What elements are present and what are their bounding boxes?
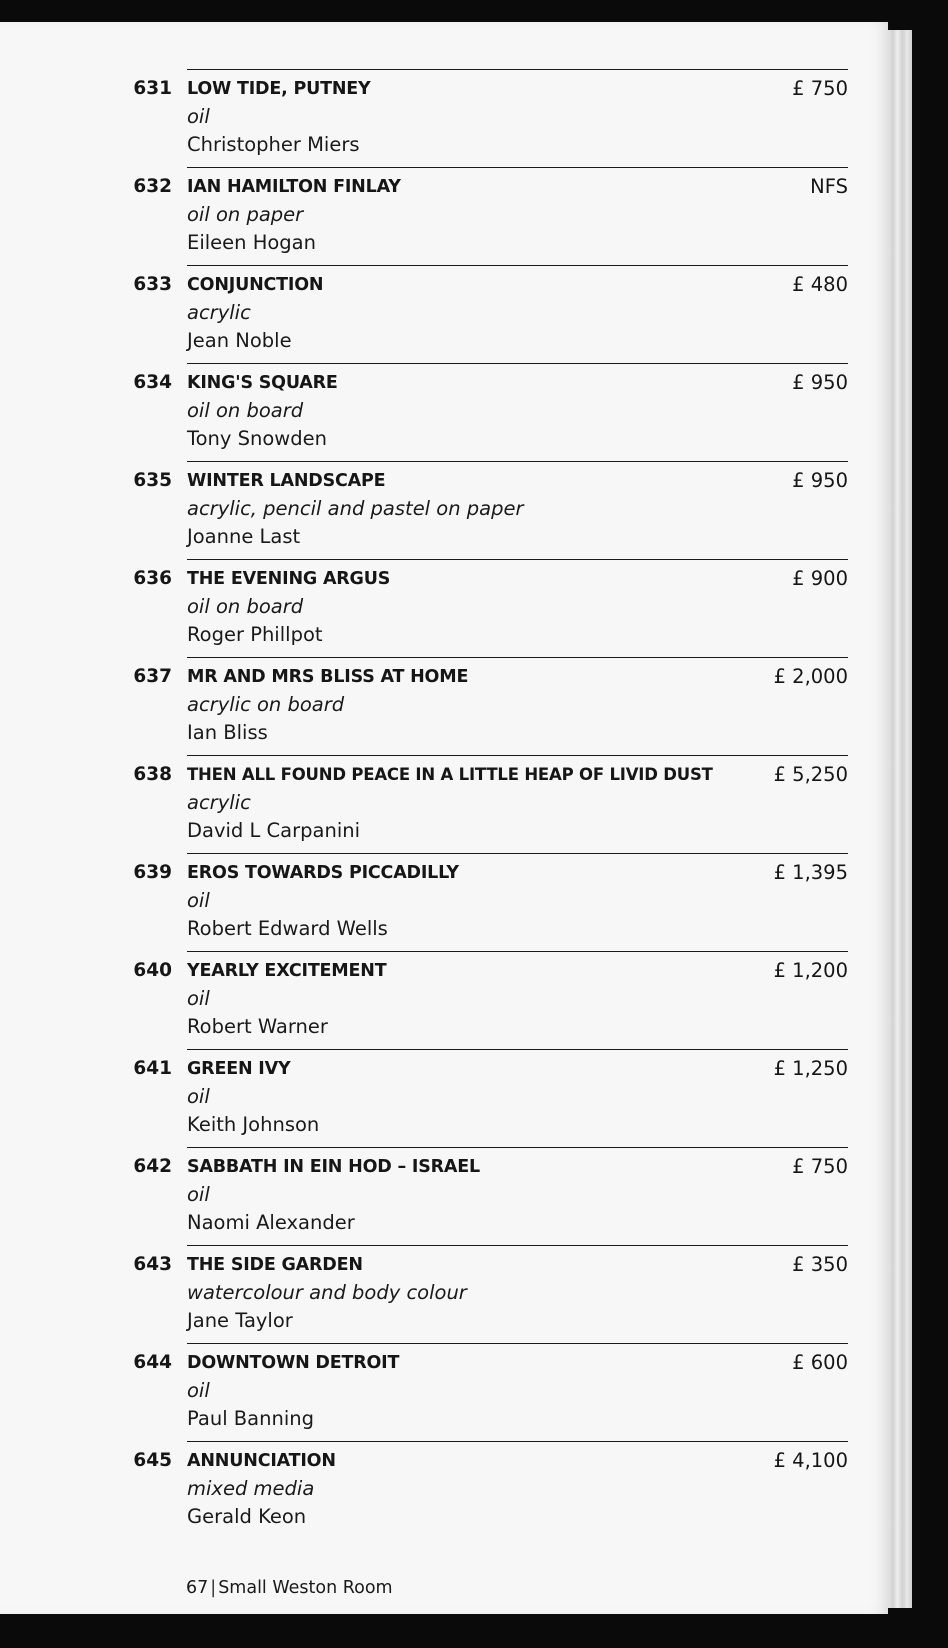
entry-medium: oil on board <box>187 595 304 618</box>
entry-divider <box>187 1441 848 1442</box>
entry-price: NFS <box>810 175 848 198</box>
entry-artist: Jean Noble <box>187 329 292 352</box>
page-footer <box>186 1576 393 1600</box>
page-edge <box>888 30 912 1608</box>
entry-medium: oil <box>187 105 210 128</box>
entry-medium: acrylic <box>187 301 251 324</box>
entry-title: THE SIDE GARDEN <box>187 1255 363 1275</box>
entry-artist: Gerald Keon <box>187 1505 307 1528</box>
entry-price: £ 750 <box>792 1155 848 1178</box>
entry-artist: Ian Bliss <box>187 721 268 744</box>
footer-separator: | <box>210 1578 217 1598</box>
entry-number: 635 <box>133 470 172 491</box>
entry-divider <box>187 1343 848 1344</box>
entry-number: 632 <box>133 176 172 197</box>
entry-divider <box>187 951 848 952</box>
entry-title: GREEN IVY <box>187 1059 291 1079</box>
entry-number: 644 <box>133 1352 172 1373</box>
entry-title: THEN ALL FOUND PEACE IN A LITTLE HEAP OF LIVID DUST <box>187 765 713 784</box>
entry-medium: oil <box>187 1183 210 1206</box>
entry-number: 643 <box>133 1254 172 1275</box>
entry-title: WINTER LANDSCAPE <box>187 471 386 491</box>
entry-divider <box>187 853 848 854</box>
entry-divider <box>187 755 848 756</box>
entry-artist: Keith Johnson <box>187 1113 320 1136</box>
entry-price: £ 1,250 <box>773 1057 848 1080</box>
catalogue-entry <box>0 755 888 853</box>
entry-divider <box>187 167 848 168</box>
entry-title: IAN HAMILTON FINLAY <box>187 177 401 197</box>
catalogue-entry <box>0 1245 888 1343</box>
entry-title: EROS TOWARDS PICCADILLY <box>187 863 459 883</box>
entry-medium: oil on paper <box>187 203 304 226</box>
entry-price: £ 1,200 <box>773 959 848 982</box>
entry-number: 645 <box>133 1450 172 1471</box>
entry-title: THE EVENING ARGUS <box>187 569 391 589</box>
entry-artist: Joanne Last <box>187 525 301 548</box>
entry-artist: Robert Edward Wells <box>187 917 388 940</box>
entry-medium: watercolour and body colour <box>187 1281 467 1304</box>
entry-artist: Christopher Miers <box>187 133 360 156</box>
catalogue-entry <box>0 461 888 559</box>
entry-number: 642 <box>133 1156 172 1177</box>
catalogue-entry <box>0 69 888 167</box>
catalogue-entry <box>0 853 888 951</box>
entry-price: £ 1,395 <box>773 861 848 884</box>
entry-title: CONJUNCTION <box>187 275 324 295</box>
page-number: 67 <box>186 1578 209 1598</box>
entry-medium: acrylic, pencil and pastel on paper <box>187 497 524 520</box>
entry-title: YEARLY EXCITEMENT <box>187 961 387 981</box>
entry-number: 631 <box>133 78 172 99</box>
entry-artist: David L Carpanini <box>187 819 361 842</box>
entry-medium: acrylic <box>187 791 251 814</box>
catalogue-entry <box>0 1049 888 1147</box>
entry-price: £ 950 <box>792 371 848 394</box>
catalogue-entry <box>0 951 888 1049</box>
entry-divider <box>187 1049 848 1050</box>
entry-number: 640 <box>133 960 172 981</box>
entry-title: DOWNTOWN DETROIT <box>187 1353 400 1373</box>
entry-price: £ 350 <box>792 1253 848 1276</box>
entry-title: SABBATH IN EIN HOD – ISRAEL <box>187 1157 480 1177</box>
entry-number: 641 <box>133 1058 172 1079</box>
entry-medium: oil <box>187 889 210 912</box>
entry-artist: Roger Phillpot <box>187 623 323 646</box>
entry-title: ANNUNCIATION <box>187 1451 336 1471</box>
entry-number: 633 <box>133 274 172 295</box>
entry-medium: oil on board <box>187 399 304 422</box>
entry-artist: Tony Snowden <box>187 427 327 450</box>
entry-artist: Robert Warner <box>187 1015 328 1038</box>
catalogue-entry <box>0 1343 888 1441</box>
catalogue-entry <box>0 559 888 657</box>
entry-divider <box>187 559 848 560</box>
catalogue-entry <box>0 363 888 461</box>
catalogue-page <box>0 22 888 1614</box>
entry-divider <box>187 363 848 364</box>
entry-medium: oil <box>187 1379 210 1402</box>
catalogue-entry <box>0 1441 888 1539</box>
entry-price: £ 2,000 <box>773 665 848 688</box>
entry-price: £ 480 <box>792 273 848 296</box>
room-name: Small Weston Room <box>218 1578 393 1598</box>
entry-number: 639 <box>133 862 172 883</box>
entry-divider <box>187 69 848 70</box>
entry-artist: Eileen Hogan <box>187 231 316 254</box>
entry-number: 638 <box>133 764 172 785</box>
entry-price: £ 750 <box>792 77 848 100</box>
catalogue-entry <box>0 657 888 755</box>
entry-medium: acrylic on board <box>187 693 345 716</box>
entry-title: KING'S SQUARE <box>187 373 338 393</box>
entry-divider <box>187 265 848 266</box>
entry-title: LOW TIDE, PUTNEY <box>187 79 371 99</box>
entry-title: MR AND MRS BLISS AT HOME <box>187 667 469 687</box>
entry-medium: mixed media <box>187 1477 315 1500</box>
catalogue-entry <box>0 265 888 363</box>
entry-divider <box>187 657 848 658</box>
entry-number: 637 <box>133 666 172 687</box>
entry-price: £ 5,250 <box>773 763 848 786</box>
entry-number: 634 <box>133 372 172 393</box>
entry-medium: oil <box>187 987 210 1010</box>
entry-number: 636 <box>133 568 172 589</box>
entry-price: £ 4,100 <box>773 1449 848 1472</box>
entry-price: £ 950 <box>792 469 848 492</box>
entry-divider <box>187 461 848 462</box>
catalogue-entry <box>0 1147 888 1245</box>
entry-artist: Paul Banning <box>187 1407 315 1430</box>
catalogue-entry <box>0 167 888 265</box>
entry-divider <box>187 1245 848 1246</box>
entry-artist: Jane Taylor <box>187 1309 293 1332</box>
entry-artist: Naomi Alexander <box>187 1211 355 1234</box>
entry-medium: oil <box>187 1085 210 1108</box>
entry-price: £ 900 <box>792 567 848 590</box>
entry-divider <box>187 1147 848 1148</box>
entry-price: £ 600 <box>792 1351 848 1374</box>
